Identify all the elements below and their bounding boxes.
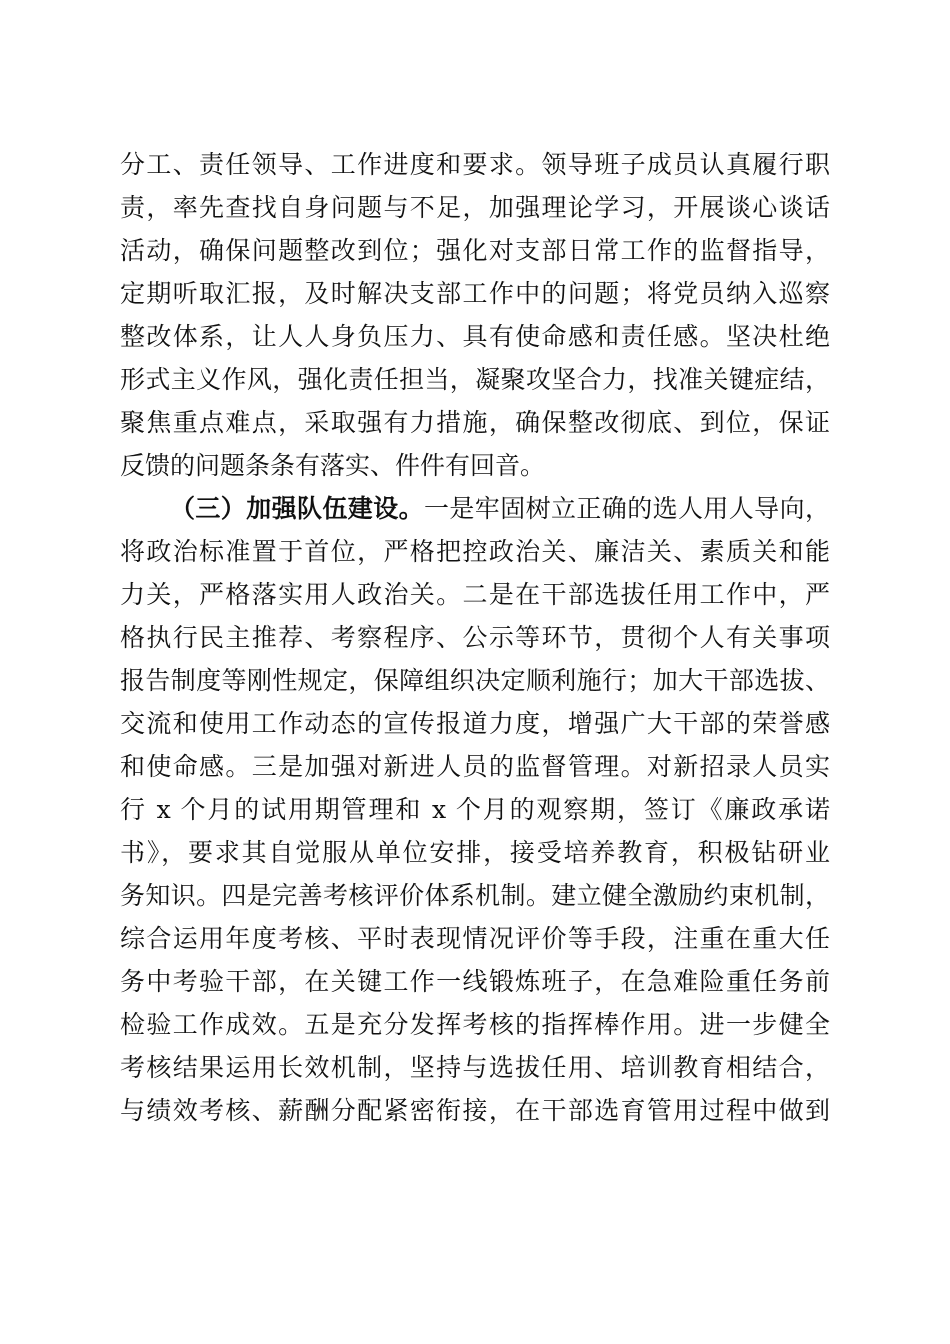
paragraph-line: 分工、责任领导、工作进度和要求。领导班子成员认真履行职 — [120, 150, 830, 179]
paragraph-line: 格执行民主推荐、考察程序、公示等环节，贯彻个人有关事项 — [120, 623, 830, 652]
paragraph-line: 整改体系，让人人身负压力、具有使命感和责任感。坚决杜绝 — [120, 322, 830, 351]
paragraph-line: 和使命感。三是加强对新进人员的监督管理。对新招录人员实 — [120, 752, 830, 781]
paragraph-line: 力关，严格落实用人政治关。二是在干部选拔任用工作中，严 — [120, 580, 830, 609]
paragraph-first-line — [120, 487, 830, 530]
document-body — [120, 143, 830, 1132]
paragraph-team-building — [120, 487, 830, 1132]
paragraph-line: 务知识。四是完善考核评价体系机制。建立健全激励约束机制， — [120, 881, 830, 910]
paragraph-line: 反馈的问题条条有落实、件件有回音。 — [120, 451, 546, 480]
paragraph-line: 形式主义作风，强化责任担当，凝聚攻坚合力，找准关键症结， — [120, 365, 830, 394]
paragraph-line: 书》，要求其自觉服从单位安排，接受培养教育，积极钻研业 — [120, 838, 830, 867]
paragraph-line: 综合运用年度考核、平时表现情况评价等手段，注重在重大任 — [120, 924, 830, 953]
paragraph-line: 行 x 个月的试用期管理和 x 个月的观察期，签订《廉政承诺 — [120, 795, 830, 824]
paragraph-line: 检验工作成效。五是充分发挥考核的指挥棒作用。进一步健全 — [120, 1010, 830, 1039]
paragraph-line: 务中考验干部，在关键工作一线锻炼班子，在急难险重任务前 — [120, 967, 830, 996]
paragraph-responsibility — [120, 143, 830, 487]
paragraph-line: 报告制度等刚性规定，保障组织决定顺利施行；加大干部选拔、 — [120, 666, 830, 695]
paragraph-line: 定期听取汇报，及时解决支部工作中的问题；将党员纳入巡察 — [120, 279, 830, 308]
paragraph-line-text: 一是牢固树立正确的选人用人导向， — [424, 494, 830, 523]
paragraph-line: 考核结果运用长效机制，坚持与选拔任用、培训教育相结合， — [120, 1053, 830, 1082]
paragraph-line: 交流和使用工作动态的宣传报道力度，增强广大干部的荣誉感 — [120, 709, 830, 738]
paragraph-line: 将政治标准置于首位，严格把控政治关、廉洁关、素质关和能 — [120, 537, 830, 566]
paragraph-line: 聚焦重点难点，采取强有力措施，确保整改彻底、到位，保证 — [120, 408, 830, 437]
section-heading: （三）加强队伍建设。 — [170, 494, 424, 523]
paragraph-line: 活动，确保问题整改到位；强化对支部日常工作的监督指导， — [120, 236, 830, 265]
paragraph-line: 与绩效考核、薪酬分配紧密衔接，在干部选育管用过程中做到 — [120, 1096, 830, 1125]
paragraph-line: 责，率先查找自身问题与不足，加强理论学习，开展谈心谈话 — [120, 193, 830, 222]
